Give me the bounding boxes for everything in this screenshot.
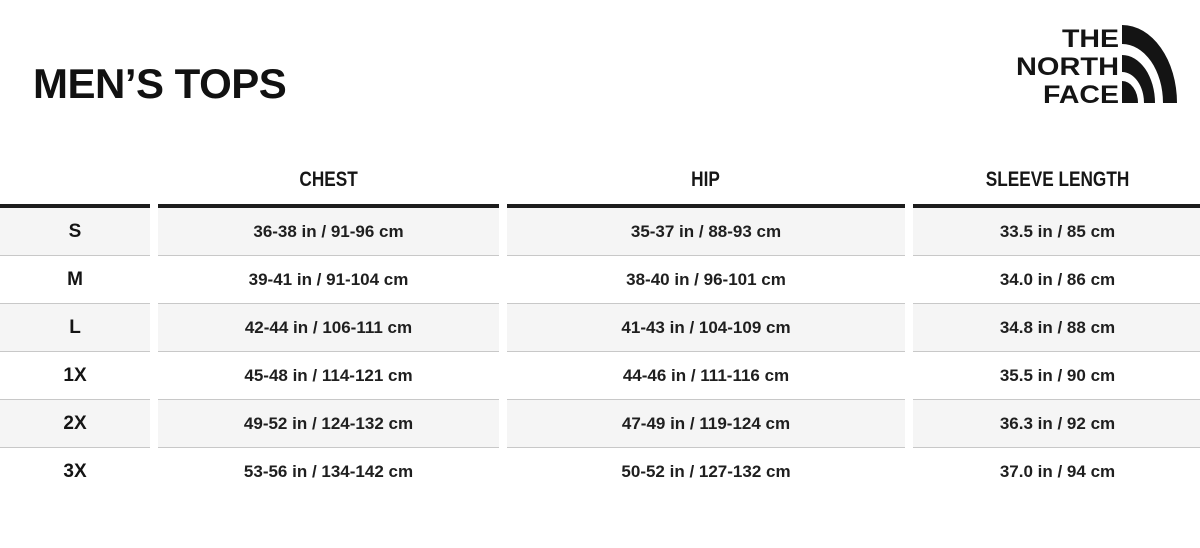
table-row-1x [0,352,1200,400]
hip-value: 41-43 in / 104-109 cm [507,304,905,352]
size-chart [0,168,1200,496]
sleeve-value: 36.3 in / 92 cm [913,400,1200,448]
size-label: 1X [0,352,150,400]
chest-value: 39-41 in / 91-104 cm [158,256,499,304]
chest-value: 42-44 in / 106-111 cm [158,304,499,352]
chest-value: 45-48 in / 114-121 cm [158,352,499,400]
sleeve-value: 33.5 in / 85 cm [913,208,1200,256]
sleeve-value: 37.0 in / 94 cm [913,448,1200,496]
hip-value: 47-49 in / 119-124 cm [507,400,905,448]
size-table [0,168,1200,496]
hip-value: 35-37 in / 88-93 cm [507,208,905,256]
hip-value: 44-46 in / 111-116 cm [507,352,905,400]
header-row [0,168,1200,208]
size-label: S [0,208,150,256]
column-header-sleeve-length: SLEEVE LENGTH [913,168,1200,208]
logo-text-north: NORTH [1016,53,1119,81]
column-header-chest: CHEST [158,168,499,208]
sleeve-value: 34.8 in / 88 cm [913,304,1200,352]
table-row-2x [0,400,1200,448]
half-dome-icon [1122,25,1177,103]
size-label: 2X [0,400,150,448]
page-title: MEN’S TOPS [33,60,287,107]
table-row-s [0,208,1200,256]
hip-value: 50-52 in / 127-132 cm [507,448,905,496]
sleeve-value: 34.0 in / 86 cm [913,256,1200,304]
hip-value: 38-40 in / 96-101 cm [507,256,905,304]
chest-value: 36-38 in / 91-96 cm [158,208,499,256]
sleeve-value: 35.5 in / 90 cm [913,352,1200,400]
size-label: M [0,256,150,304]
size-label: 3X [0,448,150,496]
north-face-logo [1015,25,1177,103]
table-row-l [0,304,1200,352]
table-row-m [0,256,1200,304]
chest-value: 53-56 in / 134-142 cm [158,448,499,496]
table-row-3x [0,448,1200,496]
logo-text-face: FACE [1043,81,1119,103]
column-header-size [0,168,150,208]
column-header-hip: HIP [507,168,905,208]
logo-text-the: THE [1062,25,1119,53]
size-label: L [0,304,150,352]
chest-value: 49-52 in / 124-132 cm [158,400,499,448]
